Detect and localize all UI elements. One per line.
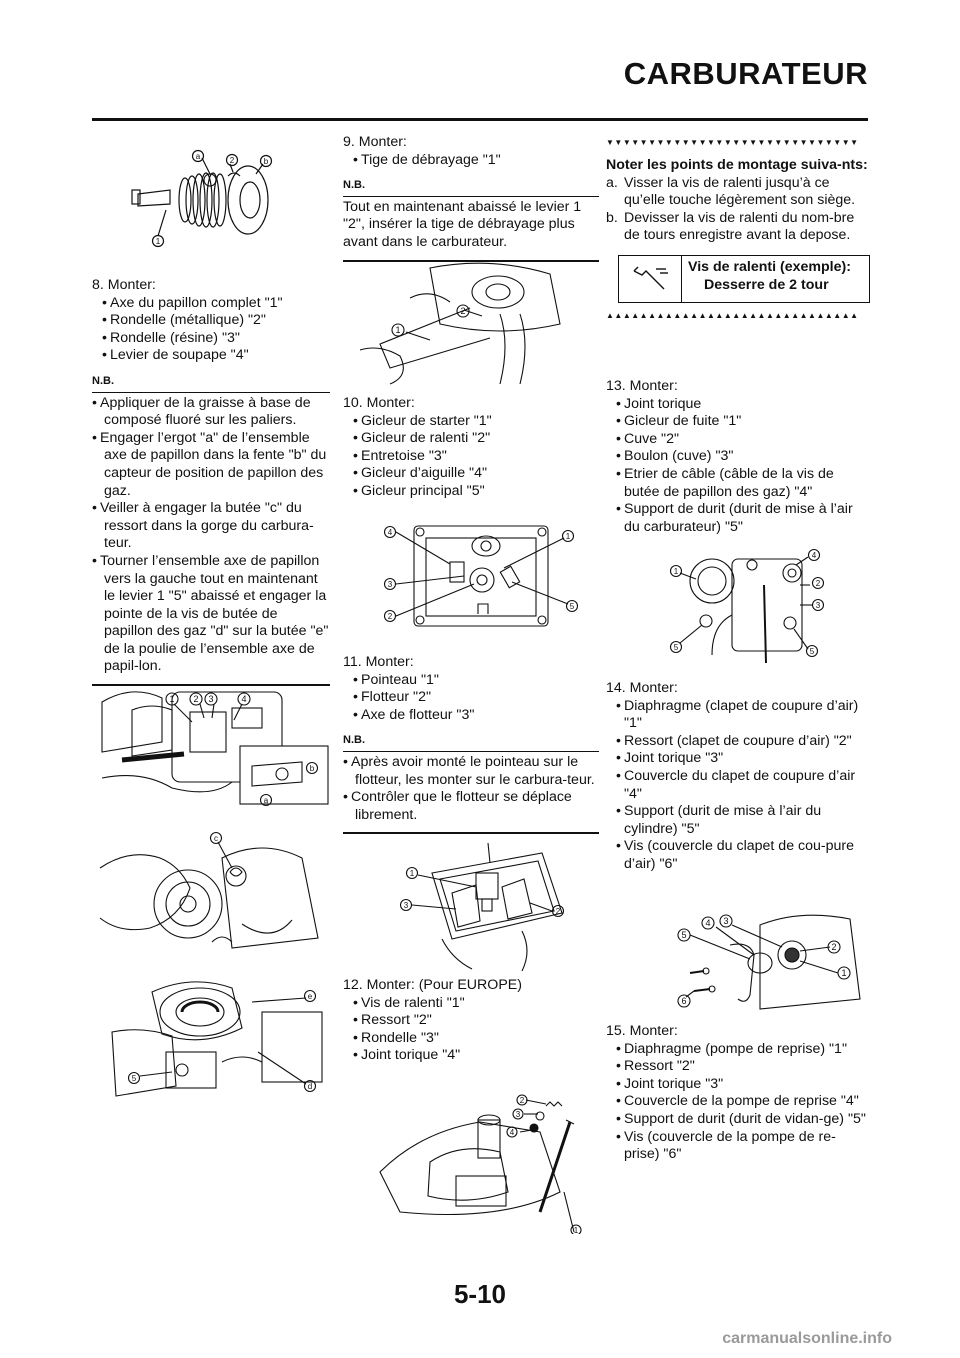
figure-throttle-shaft <box>130 142 290 252</box>
svg-text:2: 2 <box>460 306 466 316</box>
step-8-item: • Axe du papillon complet "1" <box>102 294 283 311</box>
step-12-item: • Ressort "2" <box>353 1012 432 1029</box>
svg-text:5: 5 <box>131 1074 137 1083</box>
step-14-item: • Vis (couvercle du clapet de cou-pure d’air) "6" <box>616 838 855 872</box>
spec-line-1: Vis de ralenti (exemple): <box>688 258 851 275</box>
step-8-title: 8. Monter: <box>92 277 156 293</box>
step-11 <box>343 654 599 834</box>
figure-pilot-screw <box>360 1092 600 1234</box>
step-13-item: • Cuve "2" <box>616 430 680 447</box>
note-item: • Appliquer de la graisse à base de composé fluoré sur les paliers. <box>92 394 311 429</box>
step-10-item: • Gicleur d’aiguille "4" <box>353 465 487 482</box>
note-block <box>343 177 599 261</box>
step-10-title: 10. Monter: <box>343 395 415 411</box>
svg-text:2: 2 <box>387 612 393 621</box>
note-text: Tout en maintenant abaissé le levier 1 "2", insérer la tige de débrayage plus avant dans le carburateur. <box>343 198 582 250</box>
note-label: N.B. <box>343 732 599 752</box>
step-14 <box>606 680 870 874</box>
page-number: 5-10 <box>453 1279 507 1309</box>
wrench-icon <box>619 256 682 302</box>
svg-text:1: 1 <box>395 325 401 335</box>
svg-text:5: 5 <box>809 647 815 656</box>
svg-text:2: 2 <box>193 694 199 704</box>
step-10-item: • Gicleur principal "5" <box>353 482 485 499</box>
step-15-item: • Joint torique "3" <box>616 1075 724 1092</box>
svg-text:1: 1 <box>673 567 679 576</box>
step-9-item: • Tige de débrayage "1" <box>353 151 501 168</box>
svg-text:2: 2 <box>555 907 561 916</box>
step-10 <box>343 395 599 501</box>
step-13-item: • Etrier de câble (câble de la vis de butée de papillon des gaz) "4" <box>616 465 834 500</box>
step-11-item: • Axe de flotteur "3" <box>353 706 475 723</box>
note-item: • Engager l’ergot "a" de l’ensemble axe de papillon dans la fente "b" du capteur de position de papillon des gaz. <box>92 429 327 499</box>
svg-text:3: 3 <box>815 601 821 610</box>
step-14-item: • Ressort (clapet de coupure d’air) "2" <box>616 732 852 749</box>
svg-text:b: b <box>309 764 315 773</box>
step-11-item: • Pointeau "1" <box>353 671 439 688</box>
note-title: Noter les points de montage suiva-nts: <box>606 157 868 173</box>
svg-text:e: e <box>307 992 313 1001</box>
step-15-item: • Diaphragme (pompe de reprise) "1" <box>616 1040 847 1057</box>
step-14-item: • Support (durit de mise à l’air du cylindre) "5" <box>616 803 822 837</box>
step-12 <box>343 977 599 1065</box>
step-13-item: • Joint torique <box>616 395 702 412</box>
note-item: • Après avoir monté le pointeau sur le flotteur, les monter sur le carbura-teur. <box>343 753 595 788</box>
step-15-item: • Support de durit (durit de vidan-ge) "5" <box>616 1110 866 1127</box>
step-13-item: • Support de durit (durit de mise à l’air du carburateur) "5" <box>616 501 853 535</box>
step-12-title: 12. Monter: (Pour EUROPE) <box>343 977 522 993</box>
svg-text:d: d <box>307 1082 313 1091</box>
step-11-item: • Flotteur "2" <box>353 689 432 706</box>
svg-text:5: 5 <box>673 643 679 652</box>
step-9-title: 9. Monter: <box>343 134 407 150</box>
spec-line-2: Desserre de 2 tour <box>704 276 829 293</box>
step-13-title: 13. Monter: <box>606 378 678 394</box>
svg-text:2: 2 <box>519 1096 525 1105</box>
step-9 <box>343 134 599 262</box>
step-15-title: 15. Monter: <box>606 1023 678 1039</box>
figure-jets <box>378 518 588 640</box>
step-8 <box>92 277 330 686</box>
note-item: • Contrôler que le flotteur se déplace librement. <box>343 789 572 823</box>
step-12-item: • Vis de ralenti "1" <box>353 994 465 1011</box>
svg-text:b: b <box>263 157 269 166</box>
svg-text:4: 4 <box>705 918 711 928</box>
step-12-item: • Rondelle "3" <box>353 1029 439 1046</box>
note-item: • Veiller à engager la butée "c" du ressort dans la gorge du carbura-teur. <box>92 500 314 552</box>
svg-text:1: 1 <box>841 968 847 978</box>
step-11-title: 11. Monter: <box>343 654 414 670</box>
step-8-item: • Rondelle (résine) "3" <box>102 329 240 346</box>
step-10-item: • Entretoise "3" <box>353 447 447 464</box>
step-15-item: • Ressort "2" <box>616 1058 695 1075</box>
svg-text:a: a <box>195 152 201 161</box>
step-13-item: • Boulon (cuve) "3" <box>616 448 734 465</box>
svg-text:5: 5 <box>681 930 687 940</box>
svg-text:a: a <box>263 796 269 805</box>
note-block <box>343 732 599 834</box>
step-14-item: • Diaphragme (clapet de coupure d’air) "1" <box>616 697 859 732</box>
figure-spring-stop <box>92 828 330 958</box>
mounting-note <box>606 138 870 320</box>
svg-text:1: 1 <box>155 237 161 246</box>
figure-throttle-stop <box>92 972 330 1102</box>
markers-end: ▲▲▲▲▲▲▲▲▲▲▲▲▲▲▲▲▲▲▲▲▲▲▲▲▲▲▲▲▲▲ <box>606 310 859 320</box>
figure-air-cut-valve <box>670 905 870 1015</box>
step-14-title: 14. Monter: <box>606 680 678 696</box>
svg-text:c: c <box>214 834 218 843</box>
svg-text:3: 3 <box>387 580 393 589</box>
figure-float <box>392 843 576 973</box>
step-10-item: • Gicleur de starter "1" <box>353 412 492 429</box>
svg-text:4: 4 <box>811 551 817 560</box>
svg-text:3: 3 <box>515 1110 521 1119</box>
svg-text:2: 2 <box>229 156 235 165</box>
step-13-item: • Gicleur de fuite "1" <box>616 413 742 430</box>
svg-text:1: 1 <box>573 1226 579 1234</box>
svg-text:2: 2 <box>831 942 837 952</box>
spec-text <box>682 256 869 302</box>
step-15-item: • Couvercle de la pompe de reprise "4" <box>616 1093 859 1110</box>
step-13 <box>606 378 870 536</box>
svg-text:3: 3 <box>208 694 214 704</box>
spec-box <box>618 255 870 303</box>
svg-text:2: 2 <box>815 579 821 588</box>
step-15 <box>606 1023 870 1164</box>
svg-text:4: 4 <box>387 528 393 537</box>
svg-text:3: 3 <box>723 916 729 926</box>
header-rule <box>92 118 868 121</box>
figure-float-bowl <box>662 545 832 665</box>
svg-text:5: 5 <box>569 602 575 611</box>
svg-text:4: 4 <box>241 694 247 704</box>
svg-text:1: 1 <box>565 532 571 541</box>
markers-start: ▼▼▼▼▼▼▼▼▼▼▼▼▼▼▼▼▼▼▼▼▼▼▼▼▼▼▼▼▼▼ <box>606 138 859 147</box>
note-block <box>92 373 330 686</box>
svg-text:4: 4 <box>509 1128 515 1137</box>
step-8-item: • Levier de soupape "4" <box>102 347 249 364</box>
figure-push-rod <box>350 258 598 386</box>
figure-tps-engagement <box>92 682 330 812</box>
svg-text:3: 3 <box>403 901 409 910</box>
svg-text:1: 1 <box>409 869 415 878</box>
note-item: • Tourner l’ensemble axe de papillon vers la gauche tout en maintenant le levier 1 "5" abaissé et engager la pointe de la vis de butée de papillon des gaz "d" sur la butée "e" de la poulie de l’ensemble axe de papil-lon. <box>92 552 329 675</box>
svg-text:1: 1 <box>169 694 175 704</box>
step-14-item: • Couvercle du clapet de coupure d’air "4" <box>616 767 856 802</box>
step-12-item: • Joint torique "4" <box>353 1047 461 1064</box>
step-8-item: • Rondelle (métallique) "2" <box>102 312 266 329</box>
note-label: N.B. <box>92 373 330 393</box>
note-label: N.B. <box>343 177 599 197</box>
watermark: carmanualsonline.info <box>722 1330 892 1347</box>
svg-text:6: 6 <box>681 996 687 1006</box>
step-10-item: • Gicleur de ralenti "2" <box>353 430 491 447</box>
note-step: b. Devisser la vis de ralenti du nom-bre de tours enregistre avant la depose. <box>606 209 855 244</box>
step-15-item: • Vis (couvercle de la pompe de re-prise) "6" <box>616 1128 836 1163</box>
page-title: CARBURATEUR <box>623 56 868 91</box>
note-step: a. Visser la vis de ralenti jusqu’à ce qu’elle touche légèrement son siège. <box>606 174 856 209</box>
step-14-item: • Joint torique "3" <box>616 750 724 767</box>
